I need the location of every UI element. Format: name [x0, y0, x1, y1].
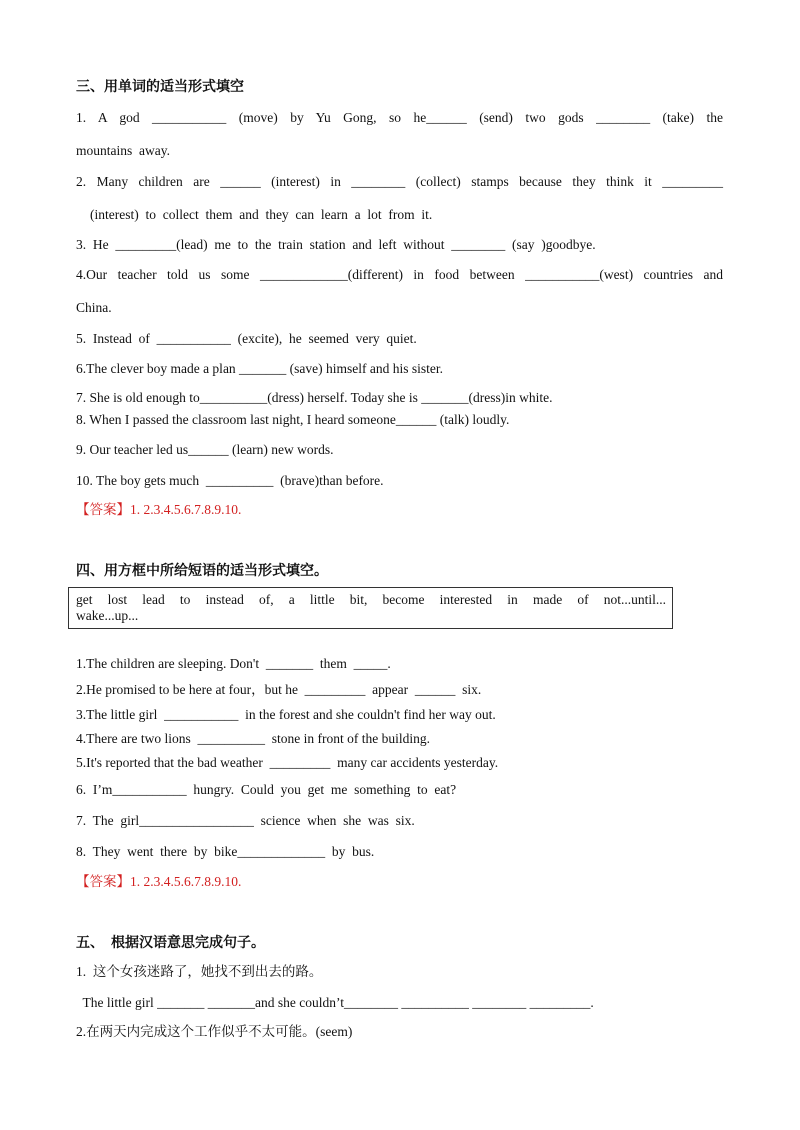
s4-line-6: 6. I’m___________ hungry. Could you get me something to eat? — [76, 782, 457, 797]
phrase-box-line-1: get lost lead to instead of, a little bit, become interested in made of not...until... — [76, 592, 666, 607]
s3-line-7: China. — [76, 300, 112, 315]
s4-line-2: 2.He promised to be here at four，but he _________ appear ______ six. — [76, 682, 482, 697]
s3-line-9: 6.The clever boy made a plan _______ (save) himself and his sister. — [76, 361, 444, 376]
section-4-heading: 四、用方框中所给短语的适当形式填空。 — [76, 564, 328, 579]
s3-line-13: 10. The boy gets much __________ (brave)than before. — [76, 473, 384, 488]
s5-line-3: 2.在两天内完成这个工作似乎不太可能。(seem) — [76, 1024, 353, 1039]
phrase-box-line-2: wake...up... — [76, 608, 139, 623]
s3-line-10: 7. She is old enough to__________(dress) herself. Today she is _______(dress)in white. — [76, 390, 553, 405]
s3-line-11: 8. When I passed the classroom last night, I heard someone______ (talk) loudly. — [76, 412, 510, 427]
s3-line-12: 9. Our teacher led us______ (learn) new words. — [76, 442, 334, 457]
section-3-heading: 三、用单词的适当形式填空 — [76, 80, 244, 95]
s3-line-1: 1. A god ___________ (move) by Yu Gong, so he______ (send) two gods ________ (take) the — [76, 110, 723, 125]
s5-line-2: The little girl _______ _______and she couldn’t________ __________ ________ _________. — [76, 995, 594, 1010]
s3-line-4: (interest) to collect them and they can learn a lot from it. — [90, 207, 433, 222]
s3-line-8: 5. Instead of ___________ (excite), he seemed very quiet. — [76, 331, 417, 346]
s3-line-2: mountains away. — [76, 143, 170, 158]
phrase-box — [68, 587, 673, 629]
s3-answer: 【答案】1. 2.3.4.5.6.7.8.9.10. — [76, 502, 242, 517]
s3-line-5: 3. He _________(lead) me to the train station and left without ________ (say )goodbye. — [76, 237, 596, 252]
s4-line-5: 5.It's reported that the bad weather _________ many car accidents yesterday. — [76, 755, 499, 770]
s3-line-3: 2. Many children are ______ (interest) in ________ (collect) stamps because they think it _________ — [76, 174, 723, 189]
s4-line-8: 8. They went there by bike_____________ by bus. — [76, 844, 375, 859]
s3-line-6: 4.Our teacher told us some _____________(different) in food between ___________(west) countries and — [76, 267, 723, 282]
s4-line-4: 4.There are two lions __________ stone in front of the building. — [76, 731, 430, 746]
s4-line-7: 7. The girl_________________ science when she was six. — [76, 813, 415, 828]
s4-line-3: 3.The little girl ___________ in the forest and she couldn't find her way out. — [76, 707, 496, 722]
s4-line-1: 1.The children are sleeping. Don't _______ them _____. — [76, 656, 391, 671]
section-5-heading: 五、 根据汉语意思完成句子。 — [76, 936, 265, 951]
s4-answer: 【答案】1. 2.3.4.5.6.7.8.9.10. — [76, 874, 242, 889]
s5-line-1: 1. 这个女孩迷路了，她找不到出去的路。 — [76, 964, 323, 979]
